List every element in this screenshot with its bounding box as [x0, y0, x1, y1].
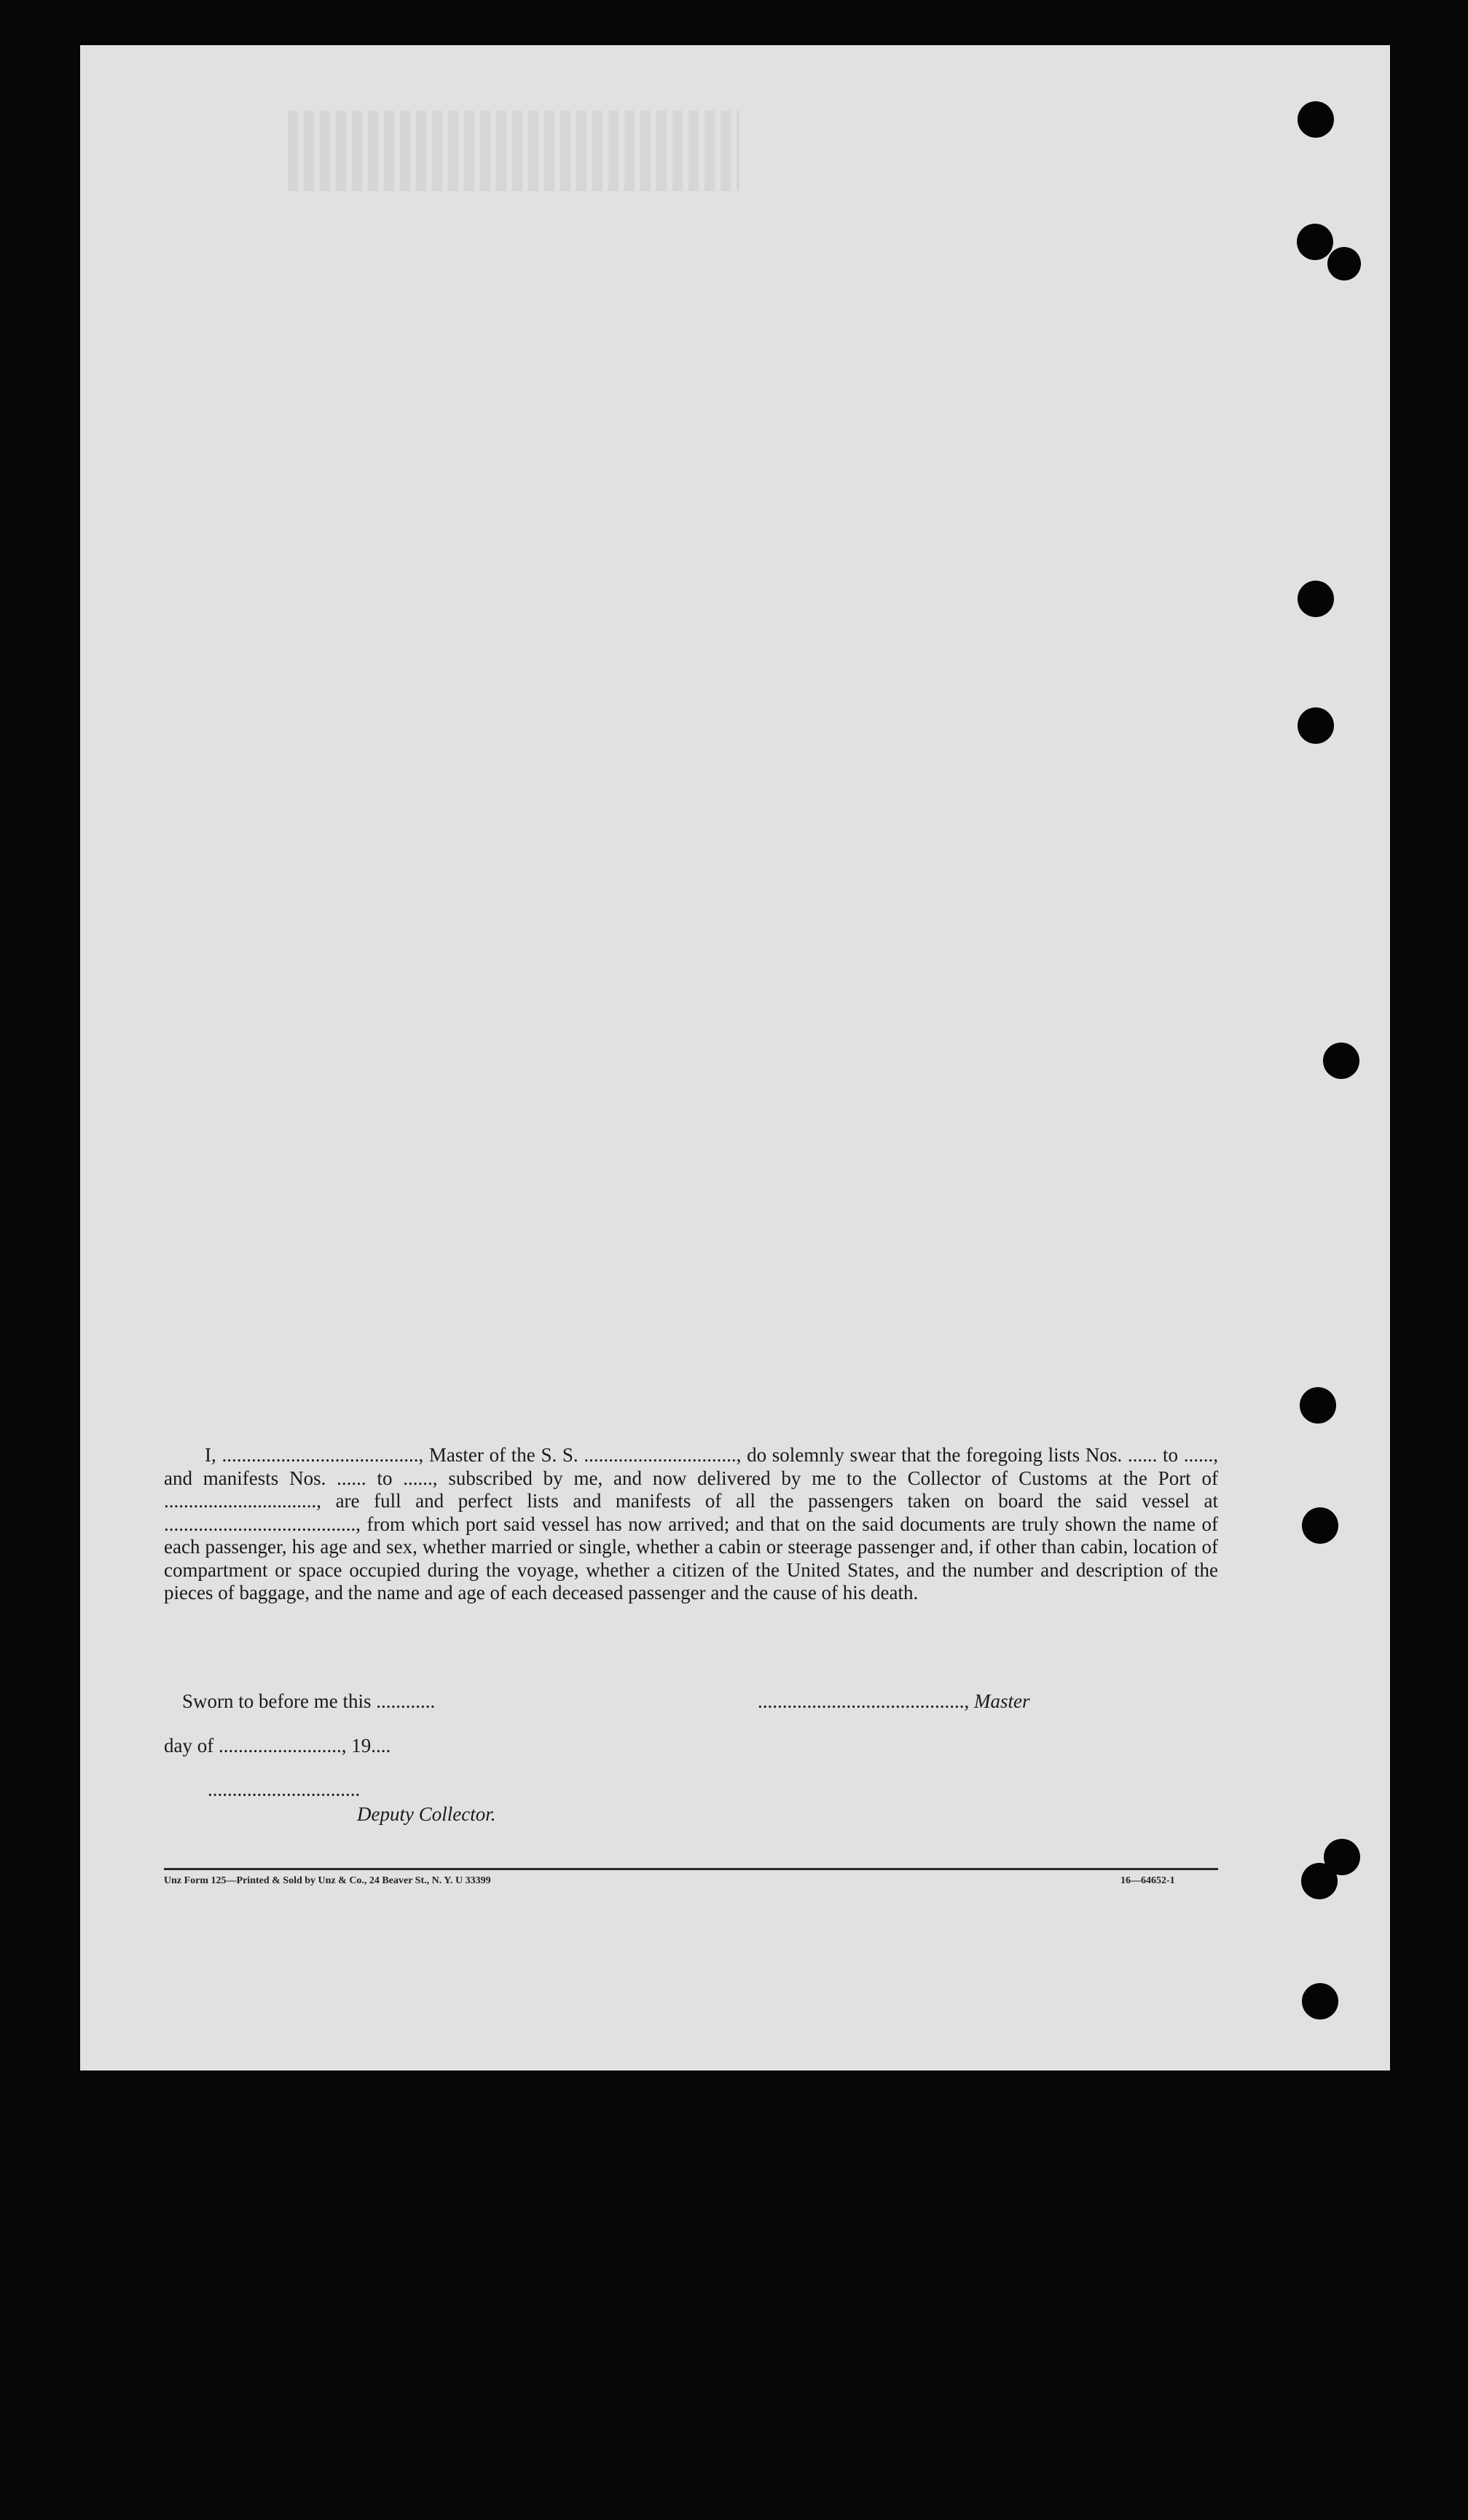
master-label: Master [974, 1690, 1030, 1712]
manifest-page [80, 45, 1390, 2070]
punch-hole [1302, 1507, 1338, 1544]
punch-hole [1298, 101, 1334, 138]
collector-dots: ............................... [208, 1778, 361, 1800]
master-oath-paragraph [164, 1444, 1218, 1605]
master-dots: .........................................., [758, 1690, 970, 1712]
punch-hole [1301, 1863, 1338, 1899]
punch-hole [1327, 247, 1361, 280]
bleed-through-shadow [288, 111, 739, 191]
punch-hole [1298, 581, 1334, 617]
footer-rule [164, 1868, 1218, 1870]
punch-hole [1300, 1387, 1336, 1424]
form-printer-note: Unz Form 125—Printed & Sold by Unz & Co., 24 Beaver St., N. Y. U 33399 [164, 1875, 491, 1886]
sworn-line: Sworn to before me this ............ [182, 1690, 436, 1712]
master-signature-line [758, 1690, 1030, 1713]
day-line: day of ........................., 19.... [164, 1735, 391, 1756]
punch-hole [1297, 224, 1333, 260]
punch-hole [1298, 707, 1334, 744]
punch-hole [1302, 1983, 1338, 2019]
punch-hole [1323, 1043, 1359, 1079]
form-number: 16—64652-1 [1120, 1875, 1175, 1886]
deputy-collector-label: Deputy Collector. [357, 1803, 496, 1825]
oath-text: I, ........................................, Master of the S. S. ..............................., do solemnly swear that the foregoing lists Nos. ...... to ......, and manifests Nos. ...... to ......, subscribed by me, and now delivered by me to the Collector of Customs at the Port of ..............................., are full and perfect lists and manifests of all the passengers taken on board the said vessel at ......................................., from which port said vessel has now arrived; and that on the said documents are truly shown the name of each passenger, his age and sex, whether married or single, whether a cabin or steerage passenger and, if other than cabin, location of compartment or space occupied during the voyage, whether a citizen of the United States, and the number and description of the pieces of baggage, and the name and age of each deceased passenger and the cause of his death. [164, 1444, 1218, 1604]
